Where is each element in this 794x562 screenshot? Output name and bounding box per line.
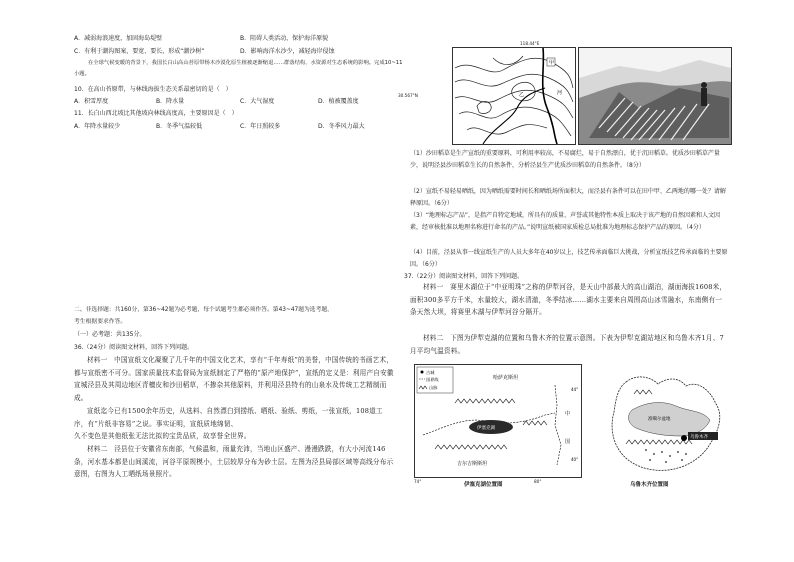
required-header: （一）必考题：共135分。 (74, 331, 146, 338)
q11-option-a: A．年降水量较少 (74, 123, 121, 130)
q37-material-1: 材料一 赛里木湖位于“中亚明珠”之称的伊犁河谷，是天山中部最大的高山湖泊，湖面海拔1608米，面积300多平方千米，水量较大，湖水清澈，冬季结冰……湖水主要来自周围高山冰雪融水，东南侧有一条天然大坝，将赛里木湖与伊犁河谷分隔开。 (410, 283, 727, 317)
lat-40: 40° (571, 457, 579, 462)
urumqi-map (606, 370, 730, 478)
q37-material-2: 材料二 下图为伊犁克湖的位置和乌鲁木齐的位置示意图。下表为伊犁克湖站地区和乌鲁木齐1月、7月平均气温资料。 (410, 334, 724, 355)
contour-map-longitude: 118.44°E (520, 41, 540, 46)
q9-option-b: B．阻碍人类活动，保护海洋原貌 (240, 35, 329, 42)
label-kyrgyzstan: 吉尔吉斯斯坦 (457, 461, 488, 467)
lake-label: 伊塞克湖 (477, 426, 495, 431)
legend-mountain: 山脉 (429, 385, 438, 390)
q10-stem: 10．在高山苔原带，与林线海拔生态关系最密切的是（ ） (74, 86, 232, 93)
label-china-2: 国 (565, 439, 571, 445)
q10-option-d: D．植被覆盖度 (318, 98, 359, 105)
section2-line1: 二、非选择题：共160分，第36~42题为必考题，每个试题考生都必须作答。第43~47题为选考题， (74, 307, 333, 313)
q36-header: 36.（24分）阅读图文材料，回答下列问题。 (74, 344, 194, 351)
q9-option-d: D．影响海洋水沙少，减轻海岸侵蚀 (240, 48, 335, 55)
q11-stem: 11．长白山西北坡比其他坡向林线高度高，主要原因是（ ） (74, 110, 238, 117)
issyk-kul-map (414, 364, 582, 478)
lon-74: 74° (414, 479, 422, 484)
legend-city: 古城 (426, 370, 435, 375)
label-china-1: 中 (565, 411, 571, 417)
map-point-yi: 乙 (519, 92, 525, 98)
q10-option-a: A．积雪厚度 (74, 98, 109, 105)
lon-80: 80° (534, 479, 542, 484)
issyk-kul-map-caption: 伊塞克湖位置图 (464, 482, 503, 488)
map-river-label: 河 (557, 90, 563, 96)
q36-sub-4: （4）目前，泾县从事一线宣纸生产的人员大多年在40岁以上，技艺传承面临巨大挑战，分析宣纸技艺传承面临的主要原因。（6分） (410, 249, 728, 268)
q36-sub-3: （3）“地理标志产品”，是指产自特定地域，所具有的质量、声誉或其他特性本质上取决于该产地的自然因素和人文因素，经审核批准以地理名称进行命名的产品。”说明宣纸被国家质检总局批准为地理标志保护产品的原因。（4分） (410, 212, 721, 231)
q36-material-1: 材料一 中国宣纸文化凝聚了几千年的中国文化艺术，享有“千年寿纸”的美誉，中国传统的书画艺术，都与宣纸密不可分。国家质量技术监督局为宣纸制定了严格的“原产地保护”，宣纸的定义是：利用产自安徽宣城泾县及其周边地区青檀皮和沙田稻草，不掺杂其他原料，并利用泾县特有的山泉水及传统工艺精制而成。 (74, 356, 394, 402)
contour-map (452, 47, 576, 145)
q9-option-a: A．减弱海浪速度，加固海岛堤壁 (74, 35, 163, 42)
q10-option-b: B．降水量 (156, 98, 185, 105)
q9-option-c: C．有利于潮沟图案，要宽、要长，形成“潮沙树” (74, 48, 205, 55)
q36-material-1c: 久不变色是其他纸张无法比拟的宝贵品质，故享誉全世界。 (74, 432, 251, 440)
q36-material-2: 材料二 泾县位于安徽省东南部，气候温和，雨量充沛，当地山区盛产、漫漫跌跌，有大小河流146条，河水基本都是山间溪流，河谷平原规模小，土层较厚分布为砂土层。左图为泾县局部区域等高线分布示意图，右图为人工晒纸场景照片。 (74, 445, 394, 479)
q11-option-d: D．冬季风力最大 (318, 123, 365, 130)
legend-border: 国界线 (426, 377, 439, 382)
passage-context: 在全球气候变暖的背景下，我国长白山高山苔原带杨木沙漠化原生植被逐渐缩退……群落结构、水资源对生态系统的影响。完成10~11小题。 (74, 60, 403, 77)
map-point-jia: 甲 (549, 60, 555, 66)
q37-header: 37.（22分）阅读图文材料，回答下列问题。 (404, 273, 524, 280)
q11-option-b: B．冬季气温较低 (156, 123, 203, 130)
urumqi-map-caption: 乌鲁木齐位置图 (630, 482, 669, 488)
q11-option-c: C．年日照较多 (240, 123, 281, 130)
q36-sub-2: （2）宣纸不易轻易晒纸，因为晒纸需要时间长和晒纸场所面积大，而泾县有条件可以在田中甲、乙两地的哪一处？请解释原因。（6分） (410, 188, 726, 207)
q36-material-1b: 宣纸迄今已有1500余年历史，从选料、自然漂白到捞纸、晒纸、验纸、剪纸，一张宣纸，108道工序，有“片纸非容易”之说。事实证明，宣纸质地绵韧、 (74, 407, 383, 428)
q36-sub-1: （1）沙田稻草是生产宣纸的重要原料，可利用率较高，不易腐烂，易于自然漂白，优于沉田稻草。优质沙田稻草产量少，说明泾县沙田稻草生长的自然条件，分析泾县生产优质沙田稻草的自然条件。（8分） (410, 150, 720, 169)
q10-option-c: C．大气湿度 (240, 98, 275, 105)
label-urumqi: 乌鲁木齐 (690, 435, 708, 440)
label-kazakhstan: 哈萨克斯坦 (493, 375, 519, 381)
contour-map-latitude: 30.567°N (398, 93, 418, 98)
label-junggar: 准噶尔盆地 (648, 417, 671, 422)
drying-paper-photo (578, 47, 732, 145)
lat-44: 44° (571, 387, 579, 392)
section2-line2: 考生根据要求作答。 (74, 319, 127, 325)
